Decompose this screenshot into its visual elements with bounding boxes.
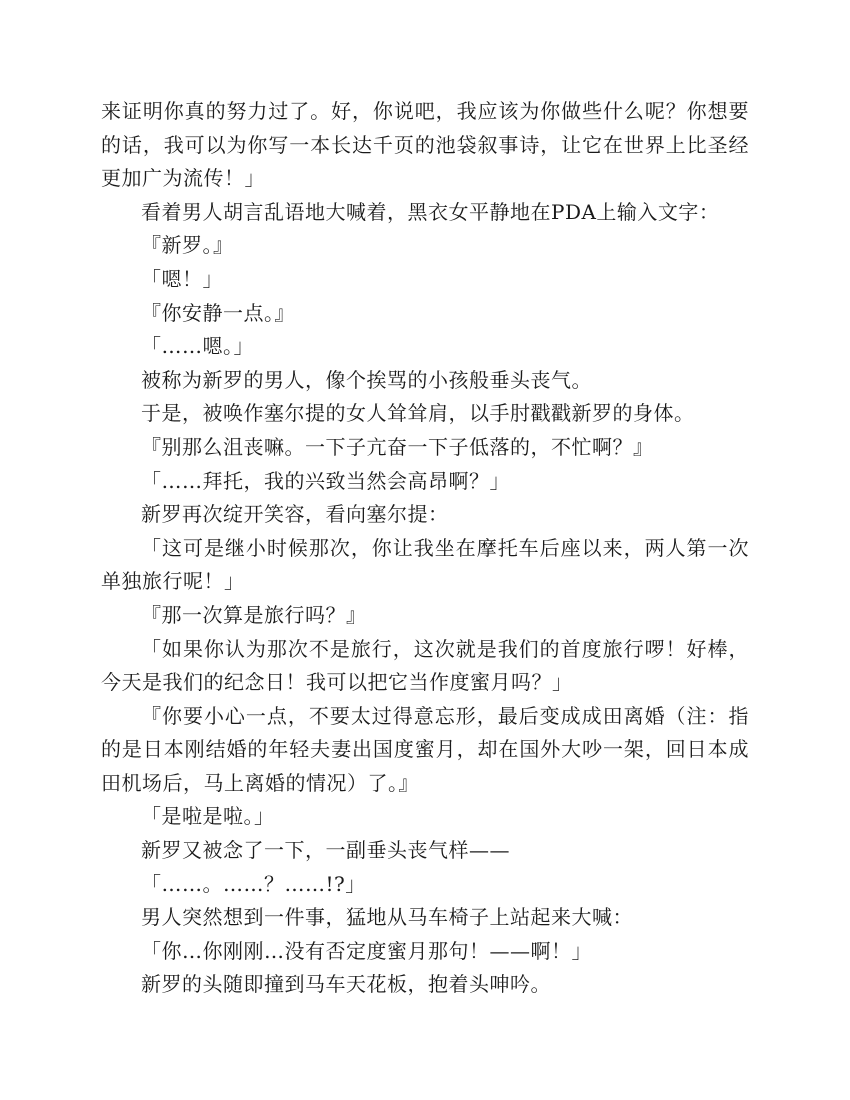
paragraph: 新罗又被念了一下，一副垂头丧气样—— bbox=[141, 838, 510, 863]
paragraph: 『新罗。』 bbox=[141, 233, 234, 258]
paragraph: 新罗再次绽开笑容，看向塞尔提： bbox=[141, 502, 449, 527]
paragraph: 「你…你刚刚…没有否定度蜜月那句！——啊！」 bbox=[141, 938, 592, 963]
paragraph: 于是，被唤作塞尔提的女人耸耸肩，以手肘戳戳新罗的身体。 bbox=[141, 401, 695, 426]
document-page bbox=[101, 95, 749, 1002]
paragraph: 「这可是继小时候那次，你让我坐在摩托车后座以来，两人第一次单独旅行呢！」 bbox=[101, 535, 749, 594]
paragraph: 看着男人胡言乱语地大喊着，黑衣女平静地在PDA上输入文字： bbox=[141, 199, 720, 224]
paragraph: 「嗯！」 bbox=[141, 266, 223, 291]
paragraph: 来证明你真的努力过了。好，你说吧，我应该为你做些什么呢？你想要的话，我可以为你写一本长达千页的池袋叙事诗，让它在世界上比圣经更加广为流传！」 bbox=[101, 99, 749, 191]
paragraph: 「……嗯。」 bbox=[141, 334, 254, 359]
paragraph: 男人突然想到一件事，猛地从马车椅子上站起来大喊： bbox=[141, 905, 633, 930]
paragraph: 『别那么沮丧嘛。一下子亢奋一下子低落的，不忙啊？』 bbox=[141, 434, 654, 459]
paragraph: 『你安静一点。』 bbox=[141, 300, 295, 325]
paragraph: 『那一次算是旅行吗？』 bbox=[141, 602, 367, 627]
paragraph: 『你要小心一点，不要太过得意忘形，最后变成成田离婚（注：指的是日本刚结婚的年轻夫妻出国度蜜月，却在国外大吵一架，回日本成田机场后，马上离婚的情况）了。』 bbox=[101, 703, 749, 795]
paragraph: 「是啦是啦。」 bbox=[141, 804, 275, 829]
paragraph: 「如果你认为那次不是旅行，这次就是我们的首度旅行啰！好棒，今天是我们的纪念日！我可以把它当作度蜜月吗？」 bbox=[101, 636, 749, 695]
paragraph: 「……。……？……!?」 bbox=[141, 871, 366, 896]
paragraph: 新罗的头随即撞到马车天花板，抱着头呻吟。 bbox=[141, 972, 551, 997]
paragraph: 被称为新罗的男人，像个挨骂的小孩般垂头丧气。 bbox=[141, 367, 592, 392]
paragraph: 「……拜托，我的兴致当然会高昂啊？」 bbox=[141, 468, 510, 493]
